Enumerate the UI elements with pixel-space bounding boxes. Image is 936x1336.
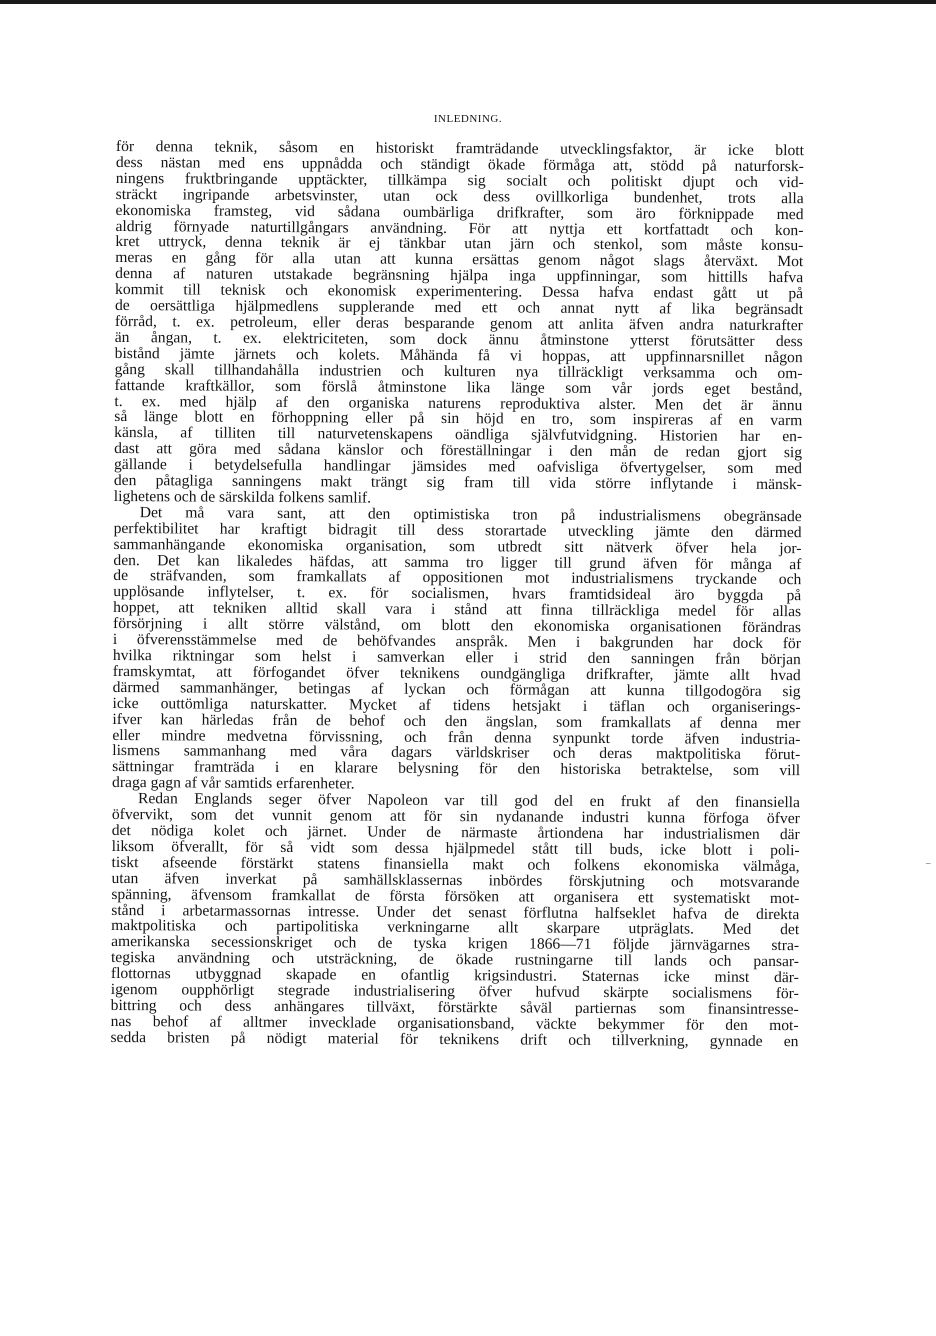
text-line: känsla, af tilliten till naturvetenskapens oändliga självfutvidgning. Historien har en- [114, 424, 803, 446]
text-line: det nödiga kolet och järnet. Under de närmaste årtiondena har industrialismen där [111, 821, 800, 844]
text-line: lismens sammanhang med våra dagars världskriser och deras maktpolitiska förut- [112, 742, 801, 764]
text-line: stånd i arbetarmassornas intresse. Under det senast förflutna halfseklet hafva de direkta [111, 901, 800, 923]
text-line: de sträfvanden, som framkallats af oppositionen mot industrialismens tryckande och [113, 567, 802, 589]
running-head: INLEDNING. [433, 113, 503, 125]
text-line: bistånd jämte järnets och kolets. Måhända få vi hoppas, att uppfinnarsnillet någon [114, 344, 803, 366]
text-line: t. ex. med hjälp af den organiska naturens reproduktiva alster. Men det är ännu [114, 392, 803, 414]
text-line: icke outtömliga naturskatter. Mycket af tidens hetsjakt i täflan och organiserings- [112, 694, 801, 716]
text-line: tiskt afseende förstärkt statens finansiella makt och folkens ekonomiska välmåga, [111, 853, 800, 875]
text-line: gällande i betydelsefulla handlingar jämsides med oafvisliga öfvertygelser, som med [113, 456, 803, 478]
text-line: flottornas utbyggnad skapade en ofantlig krigsindustri. Staternas icke minst där- [110, 965, 799, 987]
text-line: draga gagn af vår samtids erfarenheter. [112, 774, 355, 793]
text-line: de oersättliga hjälpmedlens supplerande med ett och annat nytt af lika begränsadt [114, 297, 804, 319]
text-line: för denna teknik, såsom en historiskt framträdande utvecklingsfaktor, är icke blott [115, 138, 804, 160]
text-line: den. Det kan likaledes häfdas, att samma tro ligger till grund äfven för många af [113, 551, 802, 573]
text-line: hvilka riktningar som helst i samverkan eller i strid den sanningen från början [112, 646, 801, 669]
text-line: än ångan, t. ex. elektriciteten, som dock ännu åtminstone ytterst förutsätter dess [114, 328, 803, 351]
text-line: förråd, t. ex. petroleum, eller deras besparande genom att anlita äfven andra naturkrafter [114, 312, 803, 335]
text-line: meras en gång för alla utan att kunna ersättas genom något slags återväxt. Mot [115, 249, 804, 271]
text-line: fattande kraftkällor, som förslå åtminstone lika länge som vår jords eget bestånd, [114, 376, 803, 398]
text-line: den påtagliga sanningens makt trängt sig fram till vida större inflytande i mänsk- [113, 472, 802, 494]
scan-top-border [0, 0, 936, 4]
text-line: framskymtat, att förfogandet öfver teknikens oundgängliga drifkrafter, jämte allt hvad [112, 662, 801, 685]
text-line: dess nästan med ens uppnådda och ständigt ökade förmåga att, stödd på naturforsk- [115, 153, 804, 176]
text-line: spänning, äfvensom framkallat de första försöken att organisera ett systematiskt mot- [111, 885, 800, 907]
text-line: ekonomiska framsteg, vid sådana oumbärliga drifkrafter, som äro förknippade med [115, 201, 804, 223]
text-line: i öfverensstämmelse med de behöfvandes anspråk. Men i bakgrunden har dock för [112, 631, 801, 653]
text-line: sättningar framträda i en klarare belysning för den historiska betraktelse, som vill [112, 758, 801, 780]
text-line: tegiska användning och utsträckning, de ökade rustningarne till lands och pansar- [110, 949, 800, 971]
text-line: igenom oupphörligt stegrade industrialisering öfver hufvud skärpte socialismens för- [110, 981, 799, 1003]
text-line: därmed sammanhänger, betingas af lyckan och förmågan att kunna tillgodogöra sig [112, 678, 801, 701]
text-line: eller mindre medvetna förvissning, och från denna synpunkt torde äfven industria- [112, 726, 801, 748]
text-line: ifver kan härledas från de behof och den ängslan, som framkallats af denna mer [112, 710, 801, 732]
text-line: sedda bristen på nödigt material för teknikens drift och tillverkning, gynnade en [110, 1028, 799, 1050]
text-line: så länge blott en förhoppning eller på sin höjd en tro, som inspireras af en varm [114, 408, 803, 430]
text-line: öfvervikt, som det vunnit genom att för sin nydanande industri kunna förfoga öfver [111, 806, 800, 828]
margin-mark: – [926, 858, 931, 868]
text-line: kret uttryck, denna teknik är ej tänkbar utan järn och stenkol, som måste konsu- [115, 233, 804, 255]
text-line: aldrig förnyade naturtillgångars användning. För att nyttja ett kortfattadt och kon- [115, 217, 804, 239]
text-line: upplösande inflytelser, t. ex. för socialismen, hvars framtidsideal äro byggda på [113, 583, 802, 605]
text-line: sammanhängande ekonomiska organisation, som utbredt sitt nätverk öfver hela jor- [113, 535, 802, 557]
text-line: perfektibilitet har kraftigt bidragit till dess storartade utveckling jämte den därmed [113, 519, 802, 541]
text-line: hoppet, att tekniken alltid skall vara i stånd att finna tillräckliga medel för allas [113, 599, 802, 621]
text-line: försörjning i allt större välstånd, om blott den ekonomiska organisationen förändras [112, 615, 802, 637]
text-line: amerikanska secessionskriget och de tyska krigen 1866—71 följde järnvägarnes stra- [111, 933, 800, 955]
text-line: dast att göra med sådana känslor och föreställningar i den mån de redan gjort sig [114, 440, 803, 462]
paragraph-first-line: Redan Englands seger öfver Napoleon var till god del en frukt af den finansiella [137, 790, 801, 812]
paragraph-first-line: Det må vara sant, att den optimistiska tron på industrialismens obegränsade [139, 503, 802, 526]
text-line: kommit till teknisk och ekonomisk experimentering. Dessa hafva endast gått ut på [115, 281, 804, 303]
text-line: denna af naturen utstakade begränsning hjälpa inga uppfinningar, som hittills hafva [115, 265, 804, 287]
text-line: ningens fruktbringande upptäckter, tillkämpa sig socialt och politiskt djupt och vid- [115, 169, 804, 192]
text-line: gång skall tillhandahålla industrien och kulturen nya tillräckligt verksamma och om- [114, 360, 803, 382]
text-line: liksom öfverallt, för så vidt som dessa hjälpmedel stått till buds, icke blott i poli- [111, 837, 800, 860]
text-line: sträckt ingripande arbetsvinster, utan ock dess ovillkorliga bundenhet, trots alla [115, 185, 804, 207]
text-line: utan äfven inverkat på samhällsklassernas inbördes förskjutning och motsvarande [111, 869, 800, 891]
body-text [110, 139, 804, 1050]
text-line: nas behof af alltmer invecklade organisationsband, väckte bekymmer för den mot- [110, 1012, 799, 1035]
text-line: bittring och dess anhängares tillväxt, förstärkte såväl partiernas som finansintresse- [110, 996, 799, 1019]
text-line: lighetens och de särskilda folkens samlif. [113, 487, 372, 507]
text-line: maktpolitiska och partipolitiska verkningarne allt skarpare utpräglats. Med det [111, 917, 800, 939]
